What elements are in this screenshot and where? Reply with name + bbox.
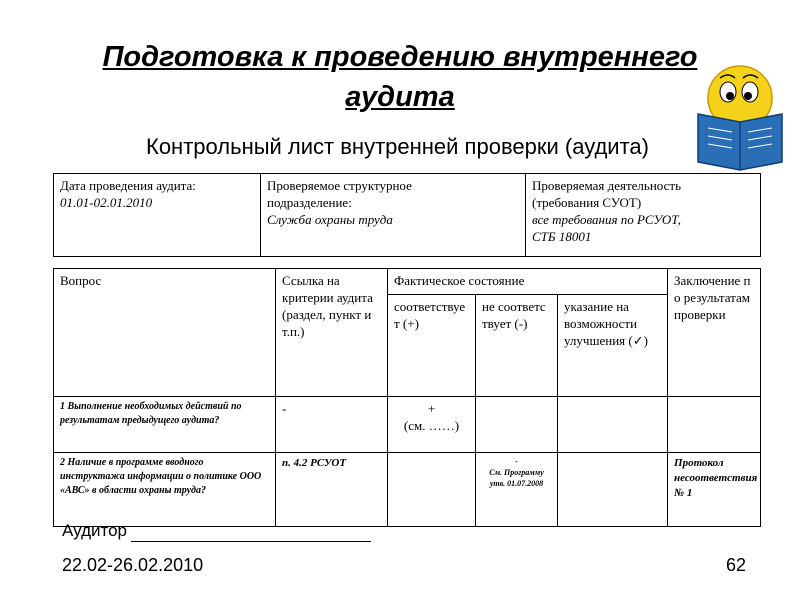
audited-unit-label-1: Проверяемое структурное [267, 178, 412, 193]
auditor-label: Аудитор [62, 521, 128, 540]
row-2-not-complies-note: См. Программу утв. 01.07.2008 [489, 468, 544, 488]
row-1-improvement [558, 397, 668, 453]
row-1-conclusion [668, 397, 761, 453]
audit-date-value: 01.01-02.01.2010 [60, 195, 153, 210]
row-2-not-complies [476, 453, 558, 527]
audited-activity-value-1: все требования по РСУОТ, [532, 212, 682, 227]
row-2-conclusion: Протокол несоответствия № 1 [668, 453, 761, 527]
row-1-reference: - [276, 397, 388, 453]
reading-smiley-icon [690, 62, 790, 174]
header-reference: Ссылка на критерии аудита (раздел, пункт и т.п.) [276, 269, 388, 397]
table-row [54, 453, 761, 527]
row-1-complies [388, 397, 476, 453]
audited-unit-cell [261, 174, 526, 257]
audited-activity-label-2: (требования СУОТ) [532, 195, 642, 210]
header-not-complies: не соответствует (-) [476, 295, 558, 397]
slide-title-line-1: Подготовка к проведению внутреннего [102, 41, 698, 73]
page-number: 62 [726, 555, 747, 575]
audited-unit-label-2: подразделение: [267, 195, 352, 210]
row-2-question: 2 Наличие в программе вводного инструктажа информации о политике ООО «АВС» в области охраны труда? [54, 453, 276, 527]
header-conclusion: Заключение по результатам проверки [668, 269, 761, 397]
audit-info-table [53, 173, 761, 257]
audit-date-cell [54, 174, 261, 257]
table-row [54, 397, 761, 453]
row-2-complies [388, 453, 476, 527]
row-2-reference: п. 4.2 РСУОТ [276, 453, 388, 527]
row-2-improvement [558, 453, 668, 527]
auditor-signature [62, 520, 371, 542]
row-1-complies-note: (см. ……) [403, 418, 460, 433]
audited-activity-label-1: Проверяемая деятельность [532, 178, 681, 193]
row-1-complies-mark: + [427, 401, 436, 416]
row-1-not-complies [476, 397, 558, 453]
footer-date: 22.02-26.02.2010 [62, 555, 204, 575]
header-actual-state: Фактическое состояние [388, 269, 668, 295]
header-improvement: указание на возможности улучшения (✓) [558, 295, 668, 397]
row-2-not-complies-mark: - [515, 457, 518, 466]
header-complies: соответствует (+) [388, 295, 476, 397]
slide-title-line-2: аудита [345, 81, 455, 113]
header-question: Вопрос [54, 269, 276, 397]
audited-unit-value: Служба охраны труда [267, 212, 393, 227]
audit-date-label: Дата проведения аудита: [60, 178, 196, 193]
auditor-signature-line [131, 523, 371, 542]
checklist-table [53, 268, 761, 527]
audited-activity-value-2: СТБ 18001 [532, 229, 592, 244]
row-1-question: 1 Выполнение необходимых действий по результатам предыдущего аудита? [54, 397, 276, 453]
slide-subtitle: Контрольный лист внутренней проверки (аудита) [146, 134, 649, 159]
audited-activity-cell [526, 174, 761, 257]
